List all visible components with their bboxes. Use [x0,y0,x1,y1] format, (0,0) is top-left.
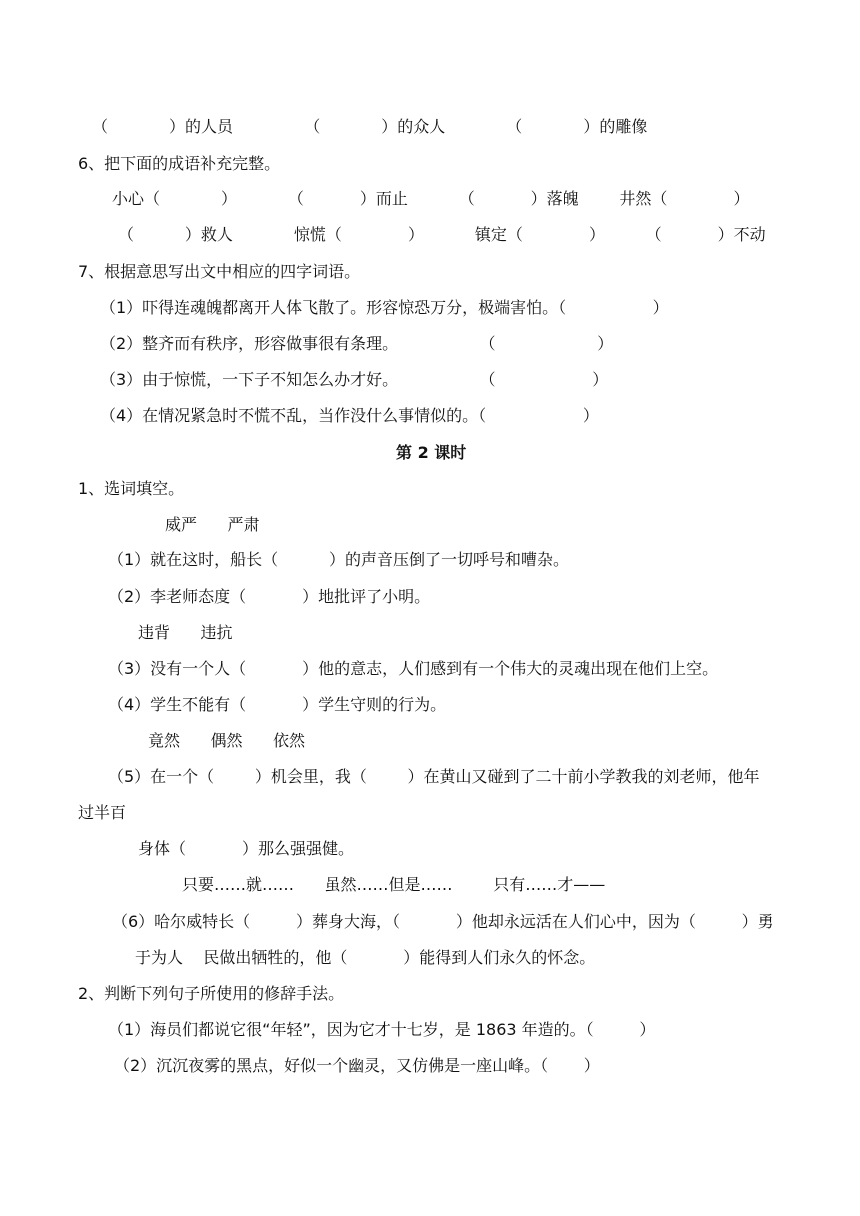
q7-item-2: （2）整齐而有秩序，形容做事很有条理。 （ ） [100,334,614,353]
word-choices-1: 威严 严肃 [165,515,260,534]
section-1-heading: 1、选词填空。 [78,479,185,498]
idiom-row-2: （ ）救人 惊慌（ ） 镇定（ ） （ ）不动 [118,225,766,244]
q7-item-1: （1）吓得连魂魄都离开人体飞散了。形容惊恐万分，极端害怕。（ ） [100,298,669,317]
q7-item-4: （4）在情况紧急时不慌不乱，当作没什么事情似的。（ ） [100,406,599,425]
lesson-2-title: 第 2 课时 [396,443,467,462]
s2-item-2: （2）沉沉夜雾的黑点，好似一个幽灵，又仿佛是一座山峰。（ ） [114,1056,600,1075]
word-choices-3: 竟然 偶然 依然 [148,731,306,750]
word-choices-2: 违背 违抗 [138,623,233,642]
s1-item-6: （6）哈尔威特长（ ）葬身大海，（ ）他却永远活在人们心中，因为（ ）勇 [112,912,774,931]
s1-item-2: （2）李老师态度（ ）地批评了小明。 [108,587,431,606]
fill-blank-phrases-row: （ ）的人员 （ ）的众人 （ ）的雕像 [92,117,648,136]
word-choices-4: 只要……就…… 虽然……但是…… 只有……才—— [182,875,606,894]
s1-item-6-cont: 于为人 民做出牺牲的，他（ ）能得到人们永久的怀念。 [135,948,596,967]
s1-item-5-cont: 身体（ ）那么强强健。 [138,839,354,858]
q7-item-3: （3）由于惊慌，一下子不知怎么办才好。 （ ） [100,370,609,389]
s1-item-1: （1）就在这时，船长（ ）的声音压倒了一切呼号和嘈杂。 [108,550,570,569]
s1-item-4: （4）学生不能有（ ）学生守则的行为。 [108,695,447,714]
s1-item-5: （5）在一个（ ）机会里，我（ ）在黄山又碰到了二十前小学教我的刘老师，他年 [108,767,760,786]
section-2-heading: 2、判断下列句子所使用的修辞手法。 [78,984,345,1003]
s1-item-5-wrap: 过半百 [78,803,127,822]
idiom-row-1: 小心（ ） （ ）而止 （ ）落魄 井然（ ） [112,189,750,208]
question-6-heading: 6、把下面的成语补充完整。 [78,154,281,173]
s1-item-3: （3）没有一个人（ ）他的意志，人们感到有一个伟大的灵魂出现在他们上空。 [108,659,719,678]
question-7-heading: 7、根据意思写出文中相应的四字词语。 [78,262,361,281]
s2-item-1: （1）海员们都说它很“年轻”，因为它才十七岁，是 1863 年造的。（ ） [108,1020,656,1039]
